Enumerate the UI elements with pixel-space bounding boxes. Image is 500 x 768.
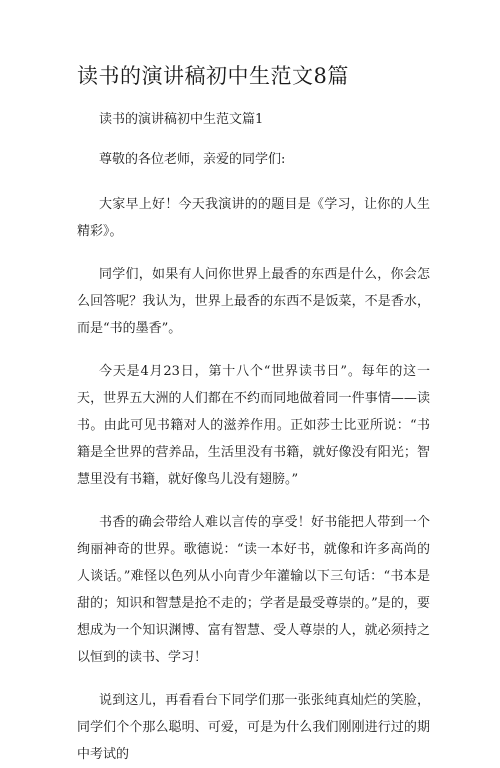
document-title: 读书的演讲稿初中生范文8篇 xyxy=(77,64,349,88)
document-subtitle: 读书的演讲稿初中生范文篇1 xyxy=(99,112,264,127)
paragraph-greeting: 大家早上好！今天我演讲的的题目是《学习，让你的人生精彩》。 xyxy=(77,197,430,239)
paragraph-reading-day: 今天是4月23日，第十八个“世界读书日”。每年的这一天，世界五大洲的人们都在不约而同地做着同一件事情——读书。由此可见书籍对人的滋养作用。正如莎士比亚所说：“书籍是全世界的营养品，生活里没有书籍，就好像没有阳光；智慧里没有书籍，就好像鸟儿没有翅膀。” xyxy=(77,364,430,487)
paragraph-classmates: 说到这儿，再看看台下同学们那一张张纯真灿烂的笑脸，同学们个个那么聪明、可爱，可是为什么我们刚刚进行过的期中考试的 xyxy=(77,693,430,762)
paragraph-question: 同学们，如果有人问你世界上最香的东西是什么，你会怎么回答呢？我认为，世界上最香的东西不是饭菜，不是香水，而是“书的墨香”。 xyxy=(77,267,430,336)
paragraph-book-fragrance: 书香的确会带给人难以言传的享受！好书能把人带到一个绚丽神奇的世界。歌德说：“读一本好书，就像和许多高尚的人谈话。”难怪以色列从小向青少年灌输以下三句话：“书本是甜的；知识和智慧是抢不走的；学者是最受尊崇的。”是的，要想成为一个知识渊博、富有智慧、受人尊崇的人，就必须持之以恒到的读书、学习！ xyxy=(77,515,430,665)
paragraph-salutation: 尊敬的各位老师，亲爱的同学们: xyxy=(99,152,286,167)
